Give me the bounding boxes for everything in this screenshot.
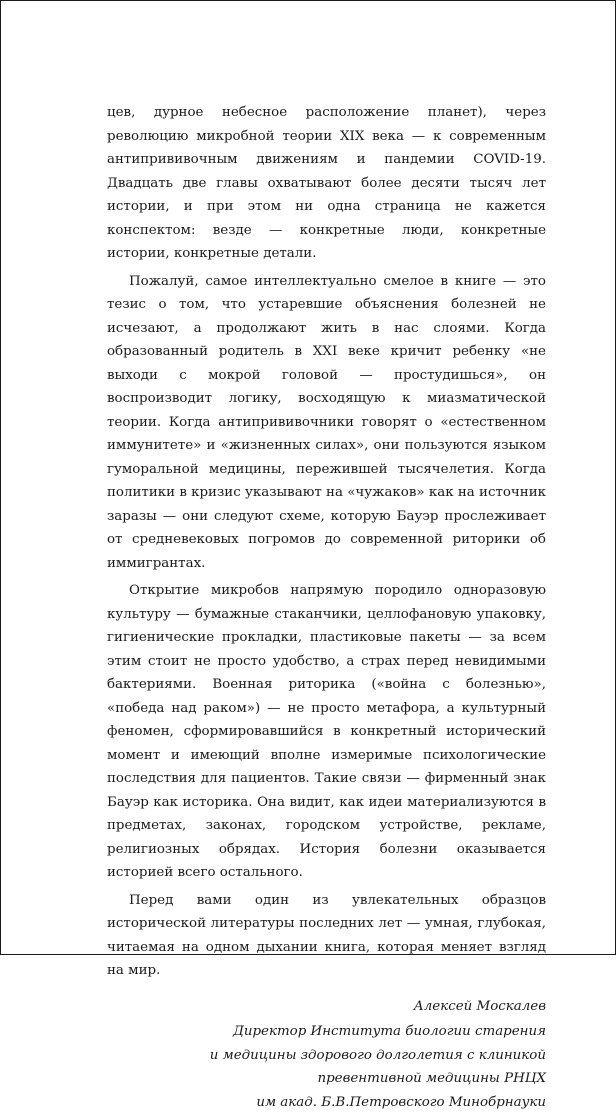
author-title-line-4: им акад. Б.В.Петровского Минобрнауки: [107, 1091, 546, 1114]
paragraph-4: Перед вами один из увлекательных образцов исторической литературы последних лет — умная, глубокая, читаемая на одном дыхании книга, которая меняет взгляд на мир.: [107, 889, 546, 983]
page-body: [107, 101, 546, 1114]
author-title-line-2: и медицины здорового долголетия с клиникой: [107, 1044, 546, 1068]
author-title-line-1: Директор Института биологии старения: [107, 1020, 546, 1044]
paragraph-3: Открытие микробов напрямую породило одноразовую культуру — бумажные стаканчики, целлофановую упаковку, гигиенические прокладки, пластиковые пакеты — за всем этим стоит не просто удобство, а страх перед невидимыми бактериями. Военная риторика («война с болезнью», «победа над раком») — не просто метафора, а культурный феномен, сформировавшийся в конкретный исторический момент и имеющий вполне измеримые психологические последствия для пациентов. Такие связи — фирменный знак Бауэр как историка. Она видит, как идеи материализуются в предметах, законах, городском устройстве, рекламе, религиозных обрядах. История болезни оказывается историей всего остального.: [107, 579, 546, 885]
paragraph-2: Пожалуй, самое интеллектуально смелое в книге — это тезис о том, что устаревшие объяснения болезней не исчезают, а продолжают жить в нас слоями. Когда образованный родитель в XXI веке кричит ребенку «не выходи с мокрой головой — простудишься», он воспроизводит логику, восходящую к миазматической теории. Когда антипрививочники говорят о «естественном иммунитете» и «жизненных силах», они пользуются языком гуморальной медицины, пережившей тысячелетия. Когда политики в кризис указывают на «чужаков» как на источник заразы — они следуют схеме, которую Бауэр прослеживает от средневековых погромов до современной риторики об иммигрантах.: [107, 270, 546, 576]
author-name: Алексей Москалев: [107, 995, 546, 1019]
paragraph-1: цев, дурное небесное расположение планет), через революцию микробной теории XIX века — к современным антипрививочным движениям и пандемии COVID-19. Двадцать две главы охватывают более десяти тысяч лет истории, и при этом ни одна страница не кажется конспектом: везде — конкретные люди, конкретные истории, конкретные детали.: [107, 101, 546, 266]
signature-block: [107, 995, 546, 1114]
author-title-line-3: превентивной медицины РНЦХ: [107, 1067, 546, 1091]
